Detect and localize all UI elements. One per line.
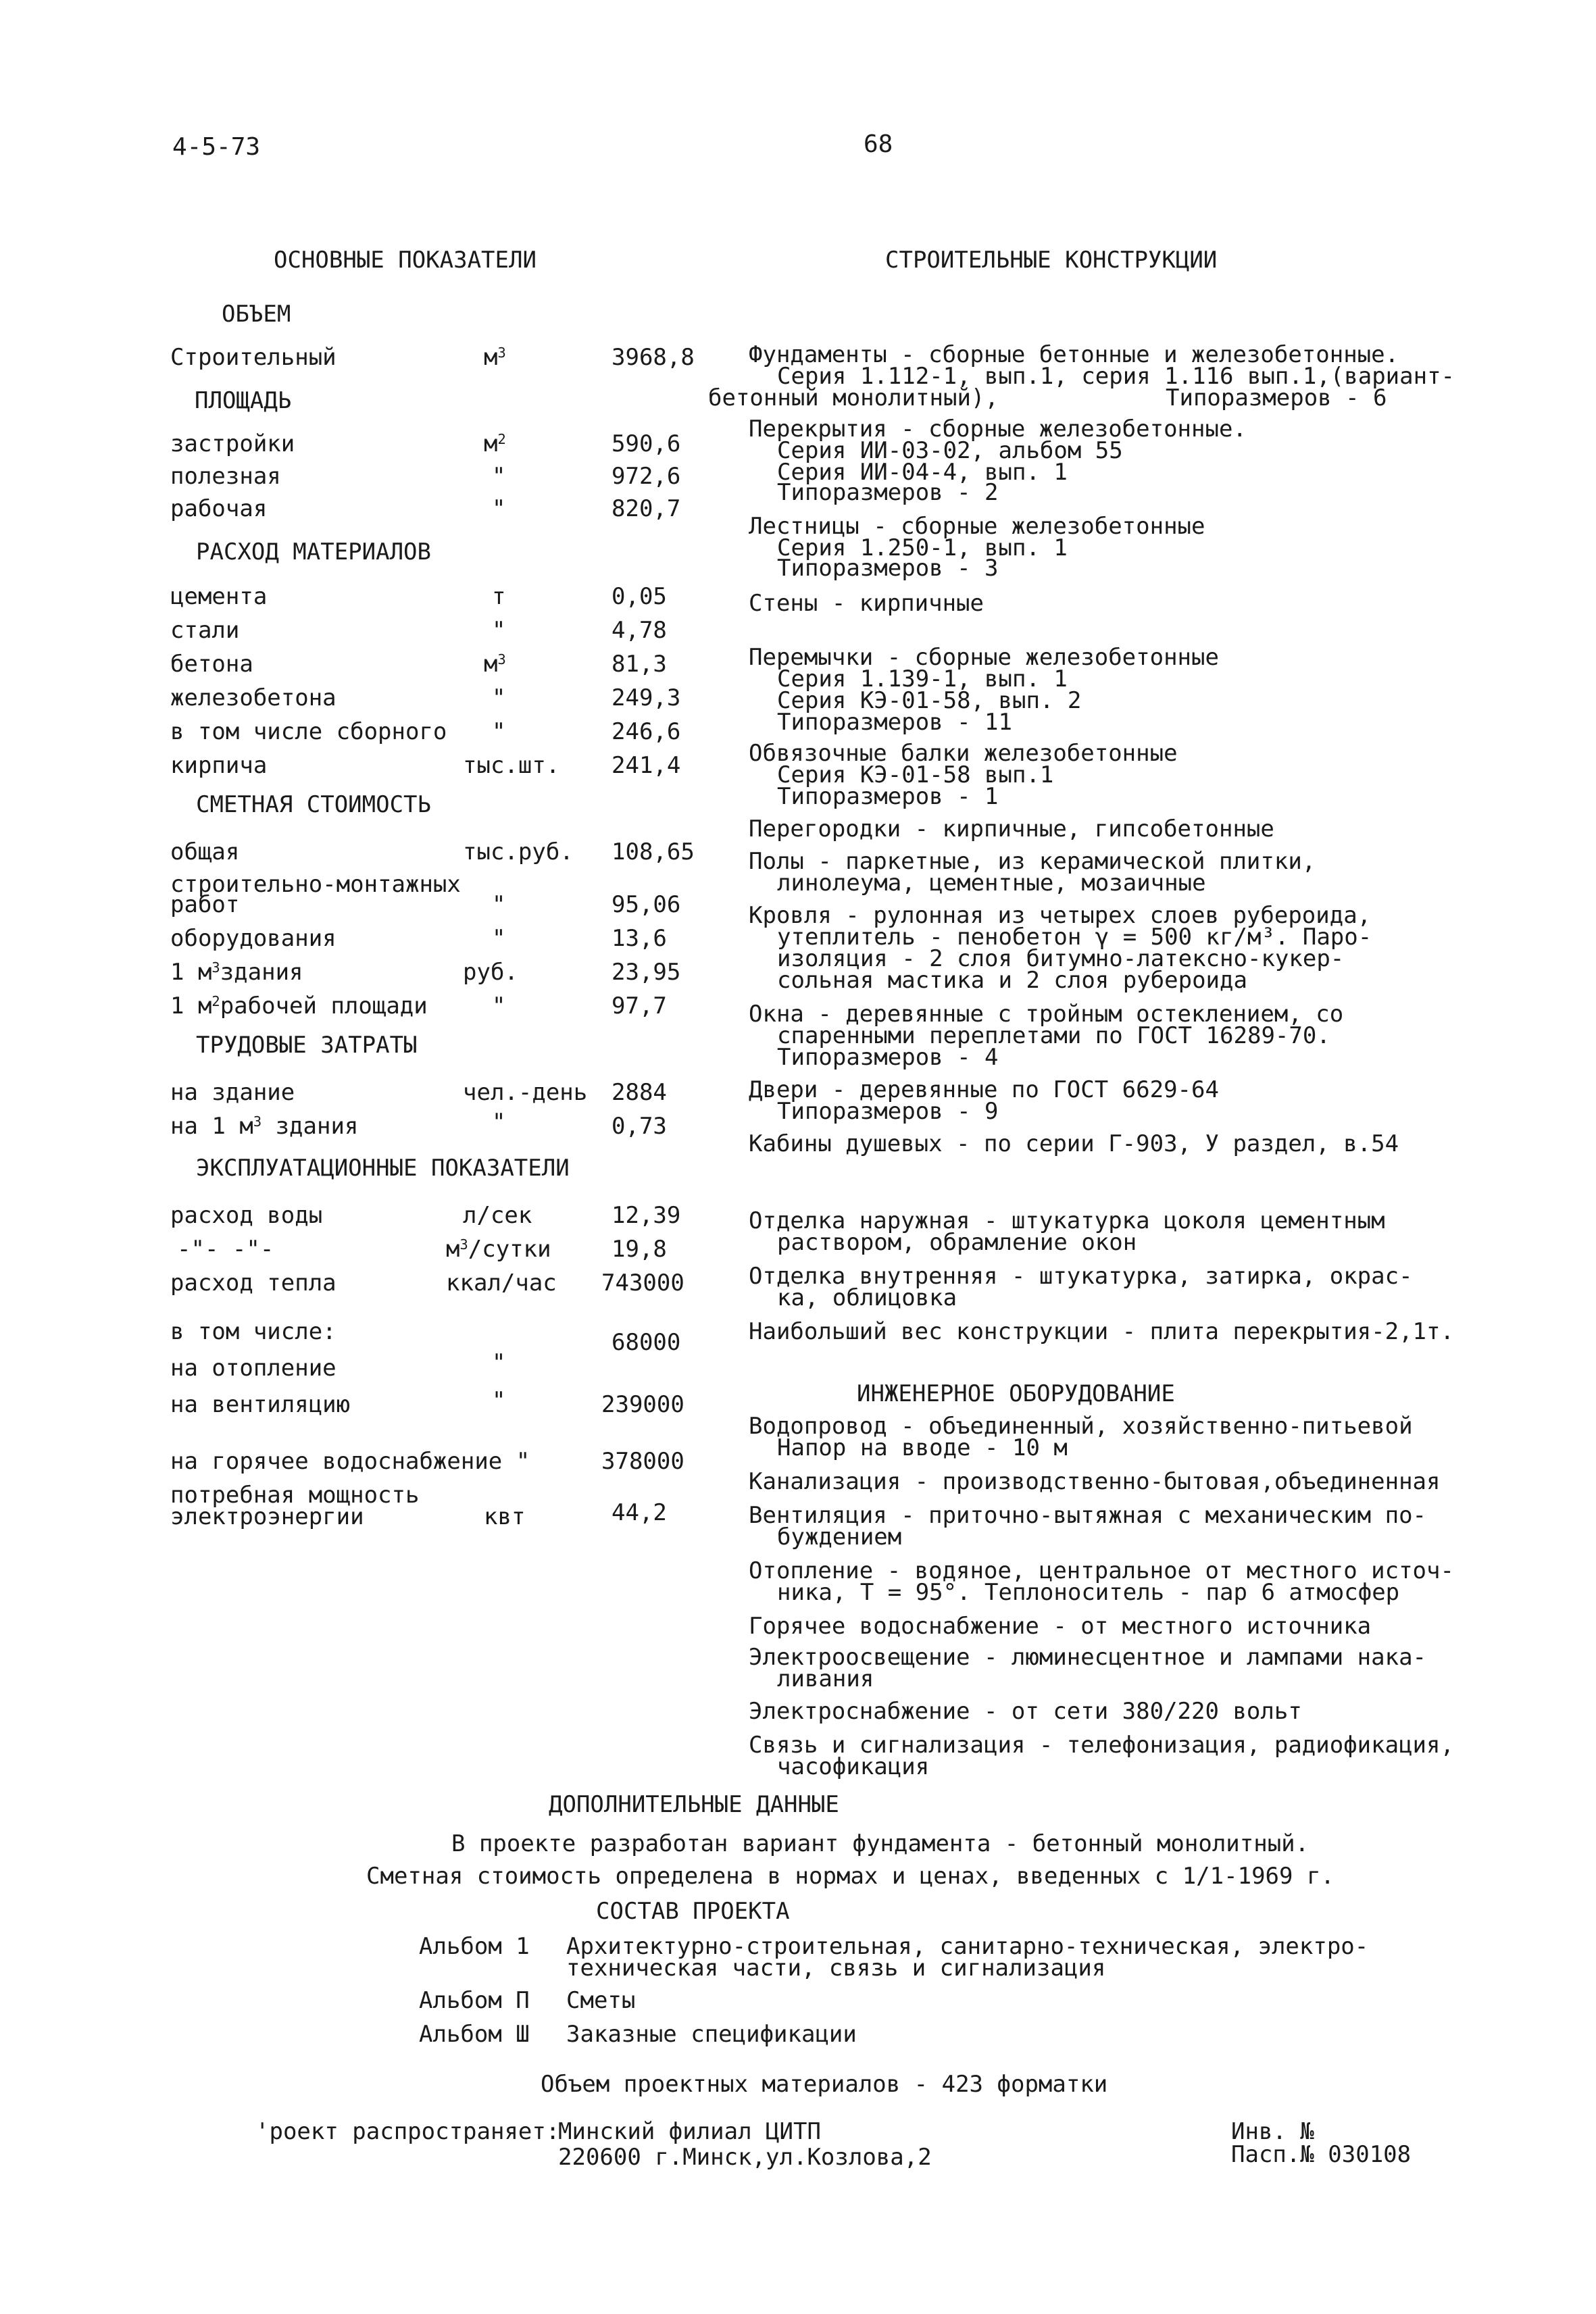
stairs-text: Серия 1.250-1, вып. 1 [777, 534, 1068, 561]
labor-unit: чел.-день [463, 1079, 588, 1106]
volume-unit: $м^3$ [484, 344, 506, 371]
roof-text: сольная мастика и 2 слоя рубероида [777, 967, 1247, 994]
doors-text: Двери - деревянные по ГОСТ 6629-64 [749, 1076, 1219, 1103]
beams-text: Типоразмеров - 1 [777, 783, 999, 810]
material-value: 241,4 [612, 752, 681, 779]
cost-value: 108,65 [612, 838, 695, 865]
volume-name: Строительный [170, 344, 336, 371]
area-unit: $м^2$ [484, 430, 506, 457]
area-unit: " [492, 495, 506, 522]
cost-name: 1 $м^2рабочей$ площади [170, 992, 428, 1020]
cost-title: СМЕТНАЯ СТОИМОСТЬ [196, 791, 431, 818]
windows-text: Окна - деревянные с тройным остеклением, со [749, 1001, 1344, 1028]
album-text: Сметы [566, 1987, 636, 2014]
lintels-text: Типоразмеров - 11 [777, 709, 1012, 736]
operation-unit: ккал/час [446, 1269, 557, 1297]
operation-unit: $м^3$/сутки [446, 1236, 551, 1263]
foundation-text: бетонный монолитный), [708, 384, 999, 411]
labor-name: на здание [170, 1079, 295, 1106]
engineering-text: Напор на вводе - 10 м [777, 1434, 1068, 1461]
int-finish-text: ка, облицовка [777, 1284, 957, 1311]
album-text: Архитектурно-строительная, санитарно-техническая, электро- [566, 1933, 1369, 1960]
material-name: железобетона [170, 684, 336, 711]
material-name: кирпича [170, 752, 268, 779]
cost-name: работ [170, 891, 240, 918]
incl-label: в том числе: [170, 1318, 336, 1345]
slabs-text: Типоразмеров - 2 [777, 479, 999, 506]
material-name: стали [170, 617, 240, 644]
constructions-title: СТРОИТЕЛЬНЫЕ КОНСТРУКЦИИ [885, 247, 1218, 274]
operation-name: расход тепла [170, 1269, 336, 1297]
volume-title: ОБЪЕМ [222, 301, 291, 328]
cost-unit: " [492, 891, 506, 918]
cost-value: 23,95 [612, 959, 681, 986]
floors-text: линолеума, цементные, мозаичные [777, 870, 1206, 897]
engineering-text: Горячее водоснабжение - от местного источника [749, 1613, 1372, 1640]
power-value: 44,2 [612, 1499, 667, 1526]
windows-text: Типоразмеров - 4 [777, 1044, 999, 1071]
lintels-text: Перемычки - сборные железобетонные [749, 644, 1219, 671]
album-label: Альбом П [419, 1987, 530, 2014]
additional-line: Сметная стоимость определена в нормах и ценах, введенных с 1/1-1969 г. [366, 1863, 1335, 1890]
area-name: рабочая [170, 495, 268, 522]
foundation-text: Фундаменты - сборные бетонные и железобетонные. [749, 341, 1399, 368]
passport-number: Пасп.№ 030108 [1231, 2141, 1412, 2168]
ext-finish-text: раствором, обрамление окон [777, 1229, 1137, 1256]
page-number: 68 [864, 130, 893, 158]
operation-unit: л/сек [463, 1202, 532, 1229]
engineering-text: ника, Т = 95°. Теплоноситель - пар 6 атмосфер [777, 1579, 1400, 1606]
cost-name: оборудования [170, 925, 336, 952]
engineering-text: часофикация [777, 1753, 930, 1780]
cost-unit: " [492, 925, 506, 952]
engineering-text: Канализация - производственно-бытовая,объединенная [749, 1468, 1441, 1495]
doc-code: 4-5-73 [172, 133, 261, 161]
roof-text: Кровля - рулонная из четырех слоев рубероида, [749, 902, 1372, 929]
ventilation-value: 239000 [601, 1391, 684, 1418]
slabs-text: Перекрытия - сборные железобетонные. [749, 416, 1247, 443]
volume-value: 3968,8 [612, 344, 695, 371]
area-value: 972,6 [612, 463, 681, 490]
engineering-text: Связь и сигнализация - телефонизация, радиофикация, [749, 1732, 1454, 1759]
walls-text: Стены - кирпичные [749, 590, 984, 617]
material-name: бетона [170, 651, 253, 678]
indicators-title: ОСНОВНЫЕ ПОКАЗАТЕЛИ [274, 247, 537, 274]
labor-value: 2884 [612, 1079, 667, 1106]
album-label: Альбом Ш [419, 2021, 530, 2048]
beams-text: Серия КЭ-01-58 вып.1 [777, 761, 1054, 788]
hotwater-value: 378000 [601, 1448, 684, 1475]
material-name: цемента [170, 583, 268, 610]
cost-unit: руб. [463, 959, 518, 986]
labor-name: на 1 $м^3$ здания [170, 1113, 359, 1140]
roof-text: изоляция - 2 слоя битумно-латексно-кукер- [777, 945, 1345, 972]
heating-value: 68000 [612, 1329, 681, 1356]
operation-value: 12,39 [612, 1202, 681, 1229]
engineering-text: буждением [777, 1524, 902, 1551]
roof-text: утеплитель - пенобетон γ = 500 кг/м³. Паро- [777, 924, 1372, 951]
engineering-text: ливания [777, 1665, 874, 1692]
windows-text: спаренными переплетами по ГОСТ 16289-70. [777, 1022, 1330, 1049]
foundation-text: Типоразмеров - 6 [1166, 384, 1387, 411]
material-unit: т [492, 583, 506, 610]
heating-name: на отопление [170, 1355, 336, 1382]
hotwater-name: на горячее водоснабжение " [170, 1448, 530, 1475]
engineering-text: Электроосвещение - люминесцентное и лампами нака- [749, 1644, 1427, 1671]
material-unit: " [492, 617, 506, 644]
stairs-text: Лестницы - сборные железобетонные [749, 513, 1205, 540]
material-value: 249,3 [612, 684, 681, 711]
distributor-address: 220600 г.Минск,ул.Козлова,2 [558, 2144, 932, 2171]
floors-text: Полы - паркетные, из керамической плитки, [749, 848, 1316, 875]
area-title: ПЛОЩАДЬ [195, 387, 292, 414]
showers-text: Кабины душевых - по серии Г-903, У раздел, в.54 [749, 1130, 1399, 1157]
ventilation-unit: " [492, 1387, 506, 1414]
cost-name: строительно-монтажных [170, 871, 461, 898]
slabs-text: Серия ИИ-03-02, альбом 55 [777, 437, 1123, 464]
material-name: в том числе сборного [170, 718, 447, 745]
partitions-text: Перегородки - кирпичные, гипсобетонные [749, 815, 1274, 842]
engineering-text: Электроснабжение - от сети 380/220 вольт [749, 1698, 1302, 1725]
labor-value: 0,73 [612, 1113, 667, 1140]
power-unit: квт [484, 1503, 526, 1530]
operation-value: 19,8 [612, 1236, 667, 1263]
cost-value: 13,6 [612, 925, 667, 952]
album-text: техническая части, связь и сигнализация [566, 1955, 1106, 1982]
operation-name: -"- -"- [177, 1236, 274, 1263]
heating-unit: " [492, 1349, 506, 1376]
cost-value: 95,06 [612, 891, 681, 918]
power-name: электроэнергии [170, 1503, 364, 1530]
operation-value: 743000 [601, 1269, 684, 1297]
cost-name: общая [170, 838, 240, 865]
engineering-text: Отопление - водяное, центральное от местного источ- [749, 1557, 1454, 1584]
distributor-label: 'роект распространяет: [255, 2118, 560, 2145]
area-name: застройки [170, 430, 295, 457]
material-unit: $м^3$ [484, 651, 506, 678]
ext-finish-text: Отделка наружная - штукатурка цоколя цементным [749, 1207, 1385, 1234]
additional-line: В проекте разработан вариант фундамента - бетонный монолитный. [451, 1830, 1310, 1857]
doors-text: Типоразмеров - 9 [777, 1098, 999, 1125]
operation-title: ЭКСПЛУАТАЦИОННЫЕ ПОКАЗАТЕЛИ [196, 1155, 570, 1182]
engineering-text: Водопровод - объединенный, хозяйственно-питьевой [749, 1413, 1413, 1440]
operation-name: расход воды [170, 1202, 323, 1229]
area-value: 590,6 [612, 430, 681, 457]
material-value: 246,6 [612, 718, 681, 745]
engineering-text: Вентиляция - приточно-вытяжная с механическим по- [749, 1502, 1427, 1529]
stairs-text: Типоразмеров - 3 [777, 555, 999, 582]
slabs-text: Серия ИИ-04-4, вып. 1 [777, 459, 1068, 486]
additional-title: ДОПОЛНИТЕЛЬНЫЕ ДАННЫЕ [549, 1791, 839, 1818]
cost-value: 97,7 [612, 992, 667, 1020]
inventory-number: Инв. № [1231, 2118, 1314, 2145]
material-value: 4,78 [612, 617, 667, 644]
lintels-text: Серия КЭ-01-58, вып. 2 [777, 687, 1082, 714]
cost-unit: тыс.руб. [463, 838, 574, 865]
labor-unit: " [492, 1109, 506, 1136]
materials-title: РАСХОД МАТЕРИАЛОВ [196, 538, 431, 565]
album-text: Заказные спецификации [566, 2021, 857, 2048]
material-value: 81,3 [612, 651, 667, 678]
material-unit: тыс.шт. [463, 752, 560, 779]
beams-text: Обвязочные балки железобетонные [749, 740, 1178, 767]
labor-title: ТРУДОВЫЕ ЗАТРАТЫ [196, 1032, 418, 1059]
engineering-title: ИНЖЕНЕРНОЕ ОБОРУДОВАНИЕ [857, 1380, 1175, 1407]
power-name: потребная мощность [170, 1482, 420, 1509]
album-label: Альбом 1 [419, 1933, 530, 1960]
cost-name: 1 $м^3здания$ [170, 959, 303, 986]
lintels-text: Серия 1.139-1, вып. 1 [777, 665, 1068, 693]
distributor-name: Минский филиал ЦИТП [558, 2118, 821, 2145]
ventilation-name: на вентиляцию [170, 1391, 351, 1418]
foundation-text: Серия 1.112-1, вып.1, серия 1.116 вып.1,(вариант- [777, 363, 1455, 390]
area-unit: " [492, 463, 506, 490]
max-weight-text: Наибольший вес конструкции - плита перекрытия-2,1т. [749, 1318, 1454, 1345]
composition-title: СОСТАВ ПРОЕКТА [596, 1898, 790, 1925]
materials-volume: Объем проектных материалов - 423 форматки [541, 2071, 1108, 2098]
int-finish-text: Отделка внутренняя - штукатурка, затирка, окрас- [749, 1263, 1413, 1290]
material-unit: " [492, 718, 506, 745]
area-name: полезная [170, 463, 281, 490]
area-value: 820,7 [612, 495, 681, 522]
cost-unit: " [492, 992, 506, 1020]
material-unit: " [492, 684, 506, 711]
material-value: 0,05 [612, 583, 667, 610]
